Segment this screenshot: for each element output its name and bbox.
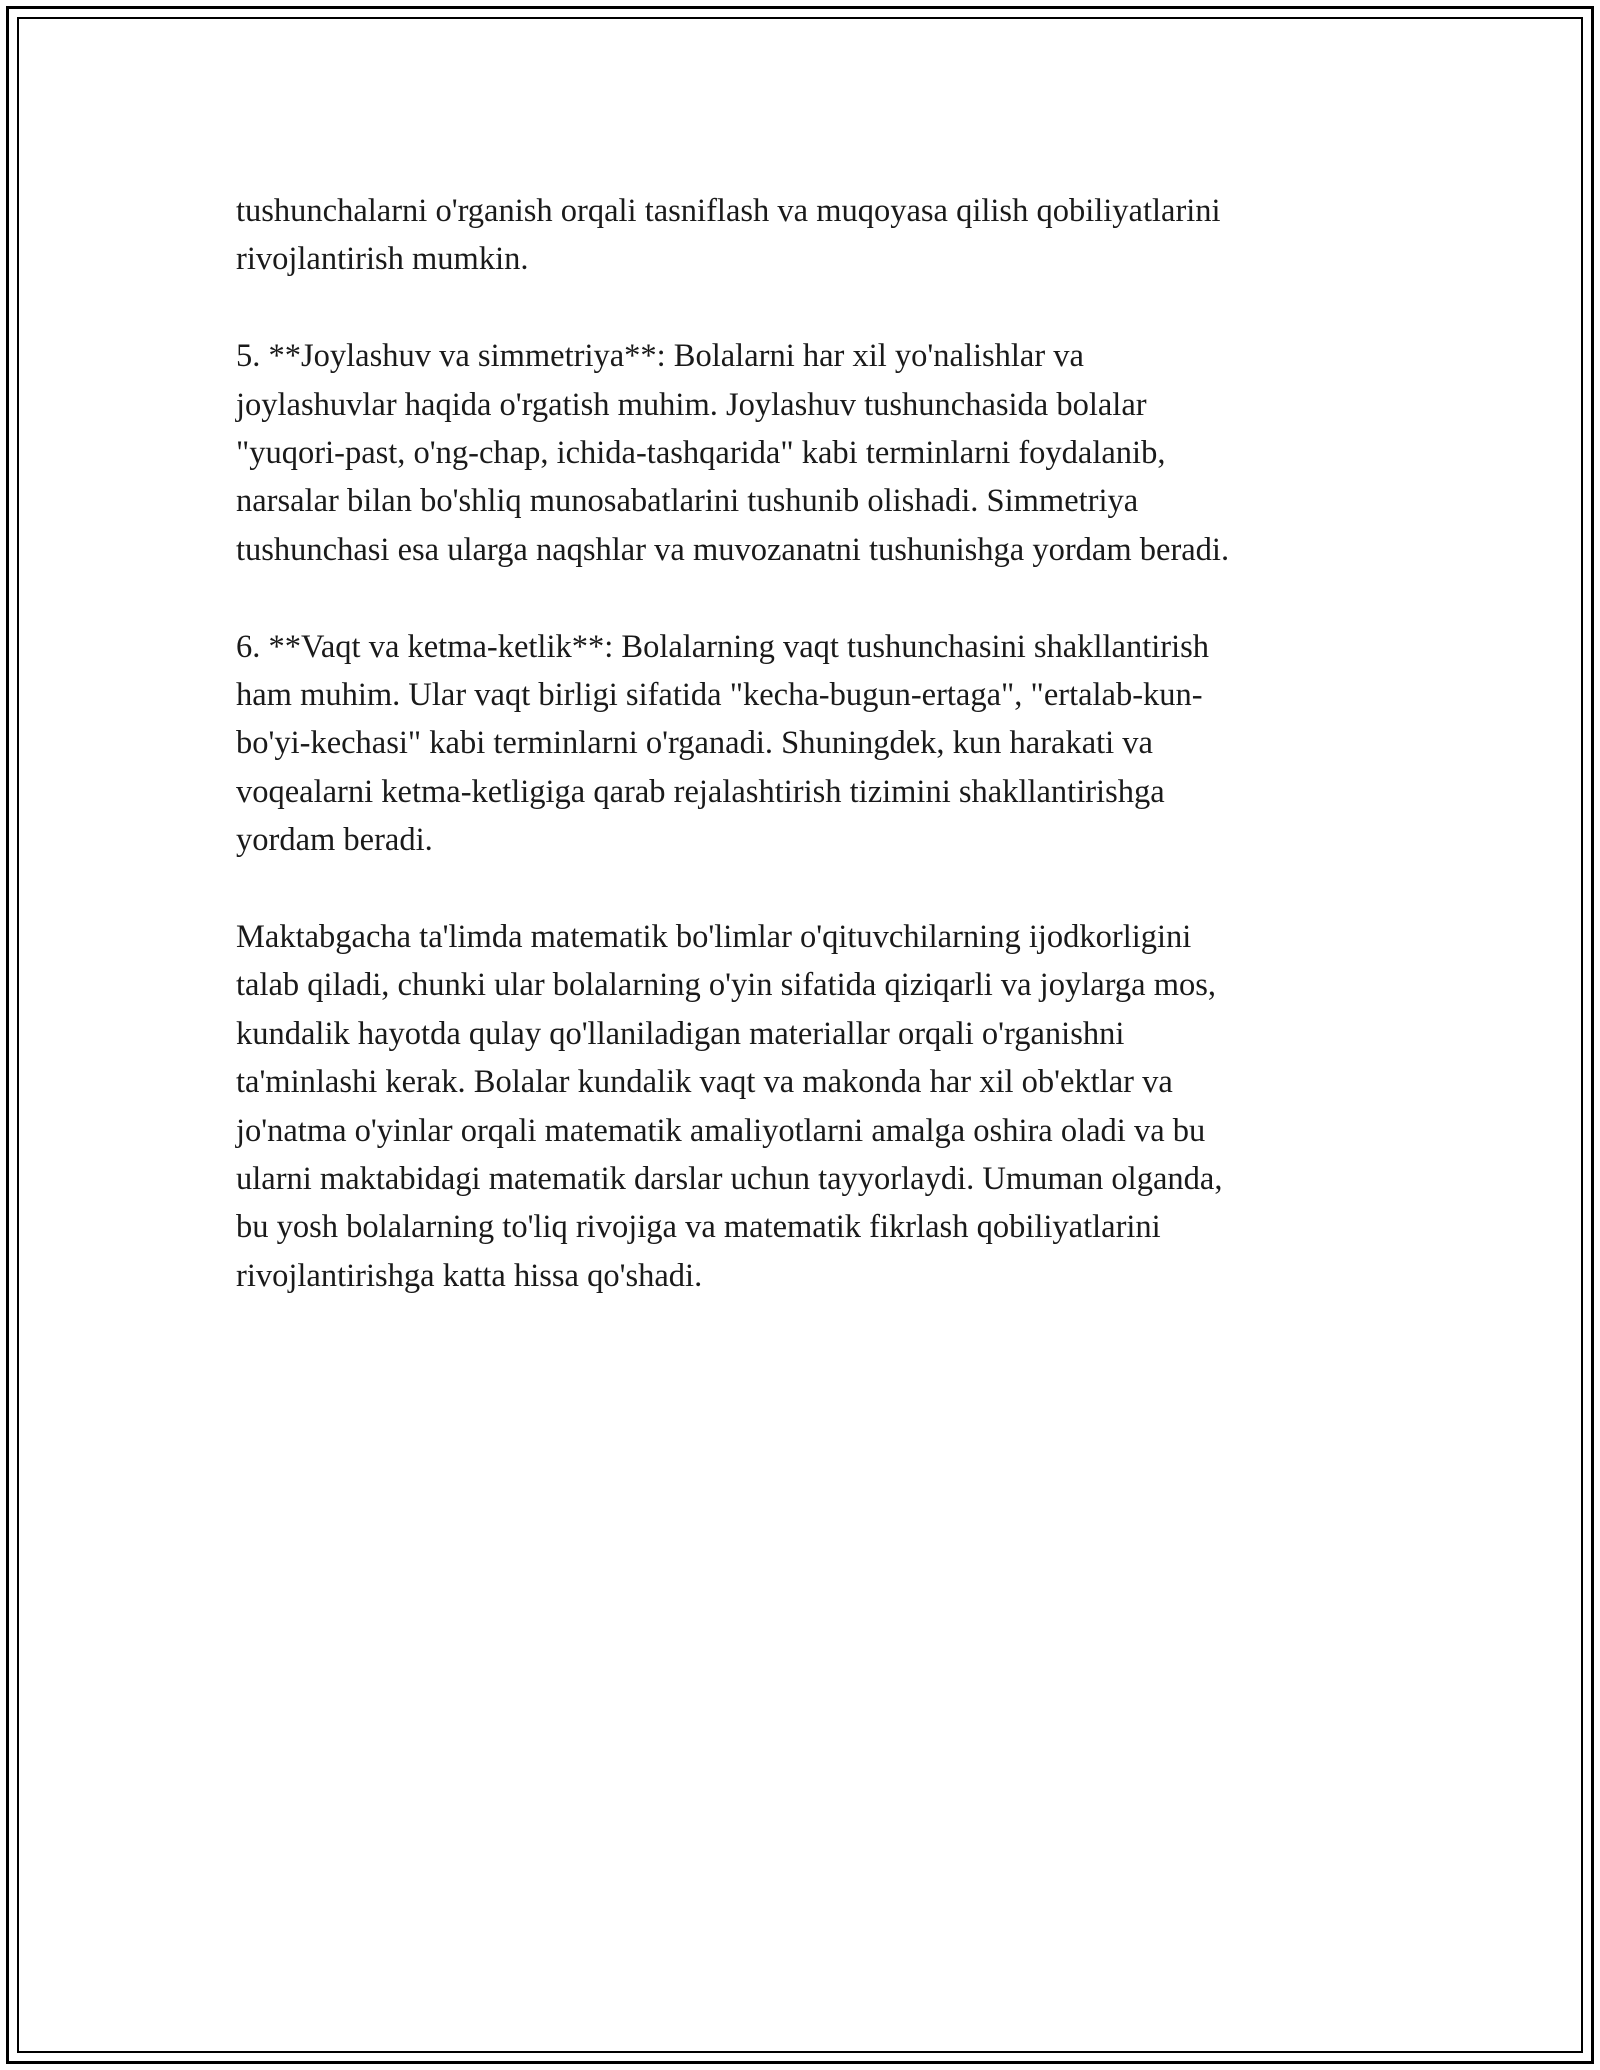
paragraph-vaqt-ketma-ketlik: 6. **Vaqt va ketma-ketlik**: Bolalarning vaqt tushunchasini shakllantirish ham muhim. Ular vaqt birligi sifatida "kecha-bugun-ertaga", "ertalab-kun- bo'yi-kechasi" kabi terminlarni o'rganadi. Shuningdek, kun harakati va voqealarni ketma-ketligiga qarab rejalashtirish tizimini shakllantirishga yordam beradi. xyxy=(236,628,1210,859)
paragraph-continuation: tushunchalarni o'rganish orqali tasniflash va muqoyasa qilish qobiliyatlarini rivojlantirish mumkin. xyxy=(236,193,1221,278)
paragraph-joylashuv-simmetriya: 5. **Joylashuv va simmetriya**: Bolalarni har xil yo'nalishlar va joylashuvlar haqida o'rgatish muhim. Joylashuv tushunchasida bolalar "yuqori-past, o'ng-chap, ichida-tashqarida" kabi terminlarni foydalanib, narsalar bilan bo'shliq munosabatlarini tushunib olishadi. Simmetriya tushunchasi esa ularga naqshlar va muvozanatni tushunishga yordam beradi. xyxy=(236,338,1230,568)
paragraph-conclusion: Maktabgacha ta'limda matematik bo'limlar o'qituvchilarning ijodkorligini talab qiladi, chunki ular bolalarning o'yin sifatida qiziqarli va joylarga mos, kundalik hayotda qulay qo'llaniladigan materiallar orqali o'rganishni ta'minlashi kerak. Bolalar kundalik vaqt va makonda har xil ob'ektlar va jo'natma o'yinlar orqali matematik amaliyotlarni amalga oshira oladi va bu ularni maktabidagi matematik darslar uchun tayyorlaydi. Umuman olganda, bu yosh bolalarning to'liq rivojiga va matematik fikrlash qobiliyatlarini rivojlantirishga katta hissa qo'shadi. xyxy=(236,919,1223,1294)
document-body xyxy=(236,187,1366,1349)
